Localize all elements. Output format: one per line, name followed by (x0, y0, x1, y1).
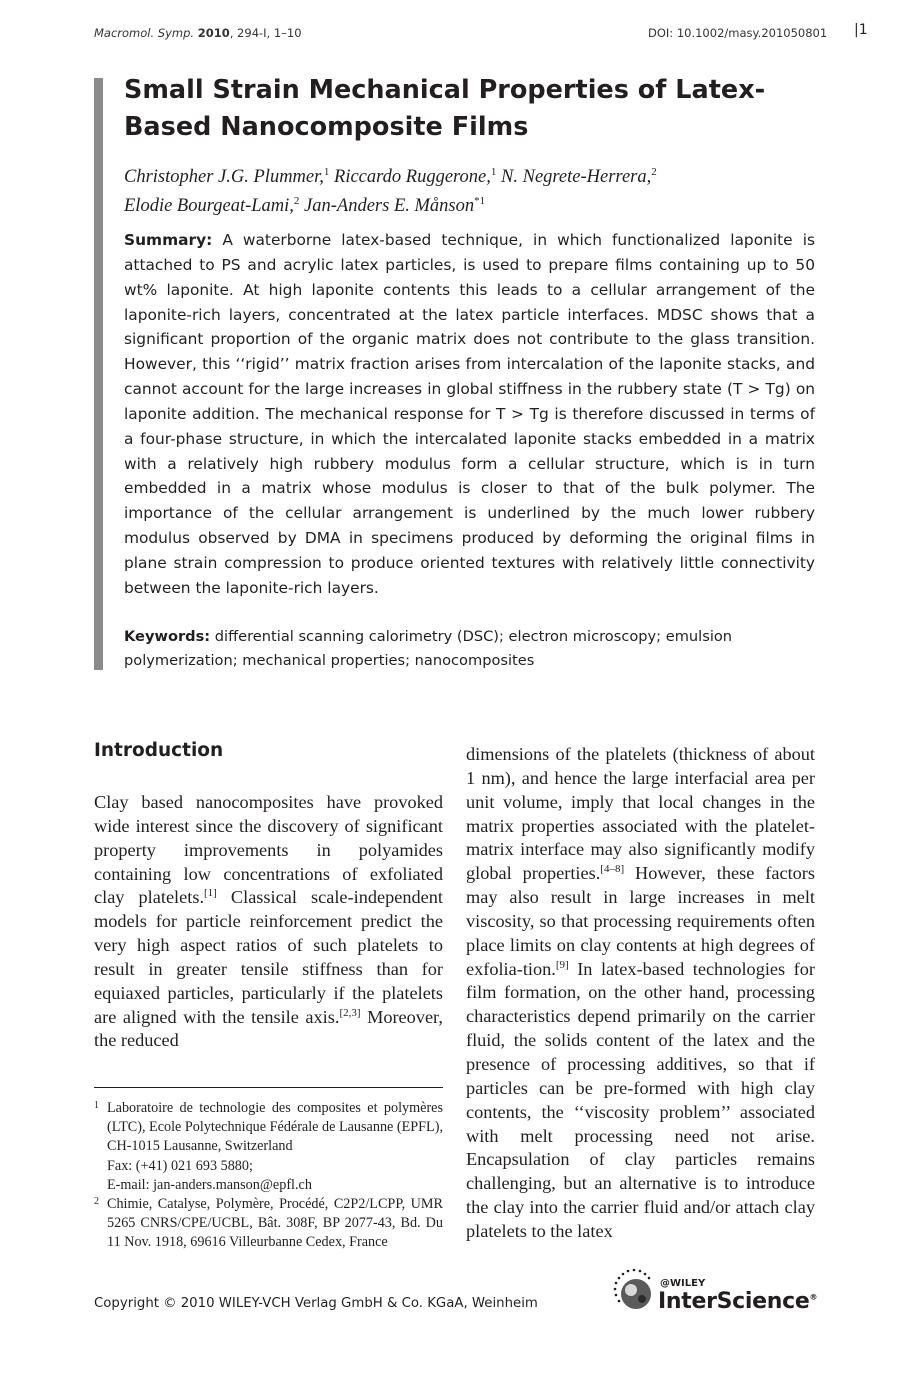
abstract-summary (124, 228, 815, 601)
summary-text: A waterborne latex-based technique, in which functionalized laponite is attached to PS and acrylic latex particles, is used to prepare films containing up to 50 wt% laponite. At high laponite contents this leads to a cellular arrangement of the laponite-rich layers, concentrated at the latex particle interfaces. MDSC shows that a significant proportion of the organic matrix does not contribute to the glass transition. However, this ‘‘rigid’’ matrix fraction arises from intercalation of the laponite stacks, and cannot account for the large increases in global stiffness in the rubbery state (T > Tg) on laponite addition. The mechanical response for T > Tg is therefore discussed in terms of a four-phase structure, in which the intercalated laponite stacks embedded in a matrix with a relatively high rubbery modulus form a cellular structure, which is in turn embedded in a matrix whose modulus is closer to that of the bulk polymer. The importance of the cellular arrangement is underlined by the much lower rubbery modulus observed by DMA in specimens produced by deforming the original films in plane strain compression to produce oriented textures with relatively little connectivity between the laponite-rich layers. (124, 231, 815, 597)
body-text: dimensions of the platelets (thickness of about 1 nm), and hence the large interfacial area per unit volume, imply that local changes in the matrix properties associated with the platelet-matrix interface may also significantly modify global properties. (466, 744, 815, 884)
page-number: |1 (854, 22, 868, 38)
author-affiliation: 1 (490, 166, 497, 178)
footnote-text: Fax: (+41) 021 693 5880; (107, 1157, 253, 1174)
author-affiliation: 2 (293, 195, 300, 208)
citation-link[interactable]: [9] (555, 958, 569, 971)
abstract-side-bar (94, 78, 103, 670)
footnote-text: Chimie, Catalyse, Polymère, Procédé, C2P2/LCPP, UMR 5265 CNRS/CPE/UCBL, Bât. 308F, BP 2077-43, Bd. Du 11 Nov. 1918, 69616 Villeurbanne Cedex, France (107, 1196, 443, 1251)
interscience-wordmark: InterScience® (658, 1289, 818, 1314)
footnotes (94, 1099, 443, 1253)
body-text: Clay based nanocomposites have provoked wide interest since the discovery of significant property improvements in polyamides containing low concentrations of exfoliated clay platelets. (94, 792, 443, 908)
body-column-right (466, 743, 815, 1244)
copyright-notice: Copyright © 2010 WILEY-VCH Verlag GmbH & Co. KGaA, Weinheim (94, 1296, 538, 1311)
body-text: Moreover, the reduced (94, 1006, 443, 1051)
footnote-number: 2 (94, 1196, 99, 1208)
keywords-label: Keywords: (124, 628, 211, 645)
author-affiliation: 2 (651, 166, 657, 178)
body-text: In latex-based technologies for film formation, on the other hand, processing characteristics depend primarily on the carrier fluid, the solids content of the latex and the presence of processing additives, so that if particles can be pre-formed with high clay contents, the ‘‘viscosity problem’’ associated with melt processing need not arise. Encapsulation of clay particles remains challenging, but an alternative is to introduce the clay into the carrier fluid and/or attach clay platelets to the latex (466, 958, 815, 1241)
wiley-interscience-logo (612, 1266, 822, 1318)
journal-year: 2010 (197, 26, 230, 40)
author-name: Riccardo Ruggerone, (334, 167, 491, 188)
doi-link[interactable]: DOI: 10.1002/masy.201050801 (648, 26, 828, 40)
author-affiliation: 1 (323, 166, 330, 178)
summary-label: Summary: (124, 231, 213, 249)
footnote-divider (94, 1087, 443, 1088)
running-head-citation (94, 26, 302, 40)
citation-link[interactable]: [1] (204, 887, 217, 900)
footnote-email[interactable]: E-mail: jan-anders.manson@epfl.ch (107, 1176, 312, 1193)
wiley-wordmark: @WILEY (660, 1278, 706, 1289)
keywords-text: differential scanning calorimetry (DSC); electron microscopy; emulsion polymerization; mechanical properties; nanocomposites (124, 628, 733, 669)
footnote (94, 1099, 443, 1157)
author-name: N. Negrete-Herrera, (501, 167, 652, 188)
author-affiliation: *1 (474, 195, 486, 208)
body-text: Classical scale-independent models for particle reinforcement predict the very high aspect ratios of such platelets to result in greater tensile stiffness than for equiaxed particles, particularly if the platelets are aligned with the tensile axis. (94, 887, 443, 1027)
globe-icon (612, 1266, 658, 1316)
citation-link[interactable]: [2,3] (339, 1006, 361, 1019)
section-heading-introduction: Introduction (94, 740, 224, 761)
footnote-text: Laboratoire de technologie des composites et polymères (LTC), Ecole Polytechnique Fédérale de Lausanne (EPFL), CH-1015 Lausanne, Switzerland (107, 1100, 443, 1155)
footnote (94, 1195, 443, 1253)
body-column-left (94, 791, 443, 1053)
journal-pages: , 294-I, 1–10 (229, 26, 302, 40)
body-text: However, these factors may also result in large increases in melt viscosity, so that processing requirements often place limits on clay contents at high degrees of exfolia-tion. (466, 863, 815, 979)
citation-link[interactable]: [4–8] (600, 863, 625, 876)
author-name: Elodie Bourgeat-Lami, (124, 196, 294, 217)
footnote (94, 1157, 443, 1176)
author-name: Jan-Anders E. Månson (304, 196, 475, 217)
author-name: Christopher J.G. Plummer, (124, 167, 324, 188)
article-title: Small Strain Mechanical Properties of Latex-Based Nanocomposite Films (124, 75, 766, 142)
footnote (94, 1176, 443, 1195)
author-list (124, 160, 844, 218)
journal-name: Macromol. Symp. (94, 26, 195, 40)
keywords (124, 625, 815, 673)
footnote-number: 1 (94, 1100, 99, 1111)
